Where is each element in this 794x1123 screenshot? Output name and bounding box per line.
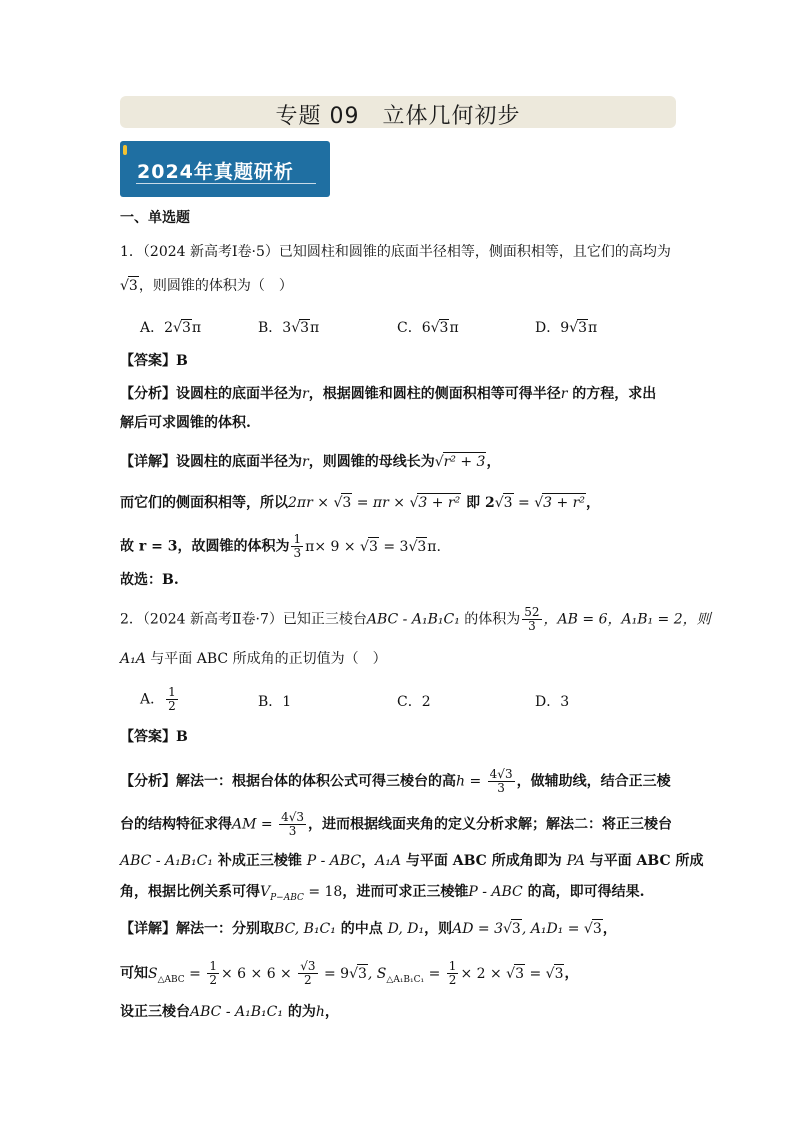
q2-analysis1-var: h = bbox=[456, 773, 486, 790]
q2-analysis1-text: 解法一：根据台体的体积公式可得三棱台的高 bbox=[176, 773, 456, 790]
q2-detail-line3 bbox=[120, 1003, 339, 1021]
q2-analysis3-line: A₁A bbox=[375, 853, 401, 869]
q2-analysis3-text-c: 与平面 ABC 所成 bbox=[584, 853, 704, 869]
q2-detail3-text-b: 的为 bbox=[282, 1004, 316, 1020]
q1-detail-text-a: 设圆柱的底面半径为 bbox=[176, 454, 302, 470]
q2-analysis1-frac bbox=[488, 768, 515, 795]
q1-analysis-text-a: 设圆柱的底面半径为 bbox=[176, 386, 302, 402]
q2-analysis2-text: 台的结构特征求得 bbox=[120, 816, 232, 833]
q2-analysis4-text-a: 角，根据比例关系可得 bbox=[120, 884, 260, 900]
q2-detail2-end: ， bbox=[564, 965, 579, 982]
q2-detail3-h: h bbox=[315, 1004, 325, 1020]
q1-detail3-eq: = 3 bbox=[378, 538, 409, 555]
q2-detail1-segments: BC, B₁C₁ bbox=[274, 921, 336, 937]
q2-detail2-den-a: 2 bbox=[209, 973, 217, 987]
q2-analysis4-v: V bbox=[260, 884, 271, 900]
q2-option-a-label: A． bbox=[140, 691, 165, 708]
year-badge bbox=[120, 141, 330, 197]
badge-accent-icon bbox=[123, 145, 127, 155]
q2-detail2-eq-b: = 9 bbox=[319, 965, 350, 982]
q1-detail2-eq: = bbox=[513, 495, 535, 511]
q1-detail2-end: ， bbox=[585, 495, 600, 511]
q2-analysis4-sub: P−ABC bbox=[270, 892, 304, 903]
page-title: 专题 09 立体几何初步 bbox=[275, 104, 521, 129]
q2-detail2-eq-a: = bbox=[184, 965, 206, 982]
q1-conclusion: 故选：B. bbox=[120, 572, 179, 588]
q2-stem-text: 2．（2024 新高考Ⅱ卷·7）已知正三棱台 bbox=[120, 611, 367, 628]
q2-detail1-sqrt-a: 3 bbox=[511, 921, 521, 937]
q2-analysis1-den: 3 bbox=[497, 781, 505, 795]
q1-option-d-rad: 3 bbox=[578, 320, 587, 336]
q1-detail2-sqrt-a: 3 bbox=[342, 495, 352, 511]
q2-analysis4-text-c: 的高，即可得结果. bbox=[522, 884, 645, 900]
badge-label: 2024年真题研析 bbox=[137, 161, 294, 183]
q1-detail2-sqrt-d: 3 + r² bbox=[543, 495, 585, 511]
q2-detail2-frac-a bbox=[207, 960, 219, 987]
q2-detail1-a1d1: , A₁D₁ = bbox=[521, 921, 584, 937]
q1-option-c-label: C．6 bbox=[397, 320, 431, 336]
q1-analysis-text-b: ，根据圆锥和圆柱的侧面积相等可得半径 bbox=[308, 386, 561, 402]
q2-stem-frac bbox=[522, 606, 541, 633]
q2-analysis-line2 bbox=[120, 811, 672, 838]
q1-option-b[interactable]: B．3√3π bbox=[258, 320, 320, 336]
q2-stem-question: 与平面 ABC 所成角的正切值为（ ） bbox=[145, 651, 387, 667]
q2-analysis1-num: 4√3 bbox=[489, 767, 513, 781]
section-heading: 一、单选题 bbox=[120, 210, 190, 226]
q2-detail2-eq-c: = bbox=[424, 965, 445, 982]
q1-detail-line3: 故 r = 3，故圆锥的体积为 $\frac{1}{3}$ π× 9 × √3 = 3√3π. bbox=[120, 532, 441, 560]
q2-detail2-sqrt-c: 3 bbox=[554, 965, 564, 982]
q2-analysis2-var: AM = bbox=[232, 816, 278, 833]
q2-detail-tag: 【详解】 bbox=[120, 921, 176, 937]
q1-stem-tail: ，则圆锥的体积为（ ） bbox=[138, 278, 293, 294]
q1-option-d-label: D．9 bbox=[535, 320, 570, 336]
q2-detail2-s2: , S bbox=[367, 965, 387, 982]
q1-detail-line2: 而它们的侧面积相等，所以2πr × √3 = πr × √3 + r² 即 2√3 = √3 + r²， bbox=[120, 495, 600, 511]
q1-detail2-text-b: 即 2 bbox=[461, 495, 495, 511]
q2-stem-line1 bbox=[120, 606, 711, 633]
q1-detail2-term-b: = πr × bbox=[352, 495, 410, 511]
q2-option-c[interactable]: C．2 bbox=[397, 694, 431, 710]
q2-analysis-line1 bbox=[120, 768, 671, 795]
q2-analysis3-pa: PA bbox=[566, 853, 585, 869]
q2-analysis2-den: 3 bbox=[288, 824, 297, 838]
q2-answer: 【答案】B bbox=[120, 729, 188, 745]
q1-detail2-sqrt-b: 3 + r² bbox=[418, 495, 461, 511]
q2-detail1-ad: AD = 3 bbox=[452, 921, 503, 937]
q2-detail-line1: 【详解】解法一：分别取BC, B₁C₁ 的中点 D, D₁，则AD = 3√3, A₁D₁ = √3， bbox=[120, 921, 617, 937]
q1-analysis-line1 bbox=[120, 385, 656, 403]
q2-detail2-frac-c bbox=[447, 960, 459, 987]
q1-detail-sqrt: r² + 3 bbox=[443, 454, 486, 470]
q2-analysis3-solid: ABC - A₁B₁C₁ bbox=[120, 853, 213, 869]
q1-analysis-tag: 【分析】 bbox=[120, 386, 176, 402]
q1-detail2-text: 而它们的侧面积相等，所以 bbox=[120, 495, 288, 511]
q2-stem-tail: ，AB = 6，A₁B₁ = 2，则 bbox=[543, 611, 711, 628]
q2-detail2-sqrt-b: 3 bbox=[515, 965, 524, 982]
q2-detail1-end: ， bbox=[602, 921, 617, 937]
q2-option-a-den: 2 bbox=[168, 699, 176, 713]
q1-stem-line2: √3，则圆锥的体积为（ ） bbox=[120, 278, 293, 294]
q2-detail3-solid: ABC - A₁B₁C₁ bbox=[190, 1004, 283, 1020]
q2-detail2-frac-b bbox=[298, 960, 317, 987]
q2-option-d[interactable]: D．3 bbox=[535, 694, 570, 710]
q2-detail2-den-b: 2 bbox=[304, 973, 312, 987]
q1-option-d-tail: π bbox=[587, 320, 598, 336]
q2-detail2-den-c: 2 bbox=[448, 973, 457, 987]
q2-stem-volume-label: 的体积为 bbox=[459, 611, 521, 628]
q1-detail3-sqrt-a: 3 bbox=[368, 538, 378, 555]
q2-option-b[interactable]: B．1 bbox=[258, 694, 292, 710]
q1-detail3-text: 故 r = 3，故圆锥的体积为 bbox=[120, 538, 290, 555]
q1-option-d[interactable]: D．9√3π bbox=[535, 320, 598, 336]
q2-detail2-text: 可知 bbox=[120, 965, 148, 982]
q2-option-a-num: 1 bbox=[168, 685, 176, 699]
q1-detail-text-c: ， bbox=[486, 454, 501, 470]
q2-detail1-sqrt-b: 3 bbox=[592, 921, 602, 937]
q2-analysis4-text-b: ，进而可求正三棱锥 bbox=[342, 884, 469, 900]
q1-analysis-var-a: r bbox=[302, 386, 309, 402]
q1-detail-line1: 【详解】设圆柱的底面半径为r，则圆锥的母线长为√r² + 3， bbox=[120, 454, 501, 470]
q1-detail-var: r bbox=[302, 454, 309, 470]
q2-analysis3-comma: ， bbox=[361, 853, 376, 869]
q2-stem-num: 52 bbox=[524, 605, 540, 619]
q1-detail-text-b: ，则圆锥的母线长为 bbox=[308, 454, 435, 470]
q2-detail1-text-b: 的中点 bbox=[335, 921, 388, 937]
q2-detail2-num-b: √3 bbox=[300, 959, 316, 973]
q2-option-a-frac bbox=[166, 686, 178, 713]
q2-detail2-sub-a: △ABC bbox=[157, 974, 185, 985]
q1-answer: 【答案】B bbox=[120, 353, 188, 369]
q2-stem-solid: ABC - A₁B₁C₁ bbox=[366, 611, 460, 628]
q1-option-a[interactable]: A．2√3π bbox=[140, 320, 202, 336]
q2-analysis-tag: 【分析】 bbox=[120, 773, 176, 790]
q2-detail-line2: 可知$S_{\triangle ABC}$ = $\frac{1}{2}$ × 6 × 6 × $\frac{√3}{2}$ = 9√3, $S_{\triangle A_1B_1C_1}$ = $\frac{1}{2}$ × 2 × √3 = √3， bbox=[120, 959, 579, 987]
q1-analysis-var-b: r bbox=[560, 386, 568, 402]
q2-analysis2-tail: ，进而根据线面夹角的定义分析求解；解法二：将正三棱台 bbox=[308, 816, 672, 833]
q1-option-b-label: B．3 bbox=[258, 320, 292, 336]
q2-analysis-line4 bbox=[120, 883, 645, 907]
q1-option-b-tail: π bbox=[310, 320, 320, 336]
q2-detail2-sqrt-a: 3 bbox=[357, 965, 367, 982]
q2-analysis3-text-b: 与平面 ABC 所成角即为 bbox=[400, 853, 567, 869]
q2-option-a[interactable] bbox=[140, 686, 180, 713]
q2-detail1-text-a: 解法一：分别取 bbox=[176, 921, 274, 937]
q1-option-c-tail: π bbox=[449, 320, 459, 336]
q1-option-c[interactable]: C．6√3π bbox=[397, 320, 459, 336]
q2-analysis4-value: = 18 bbox=[303, 884, 343, 900]
q2-stem-line2 bbox=[120, 650, 387, 668]
q2-detail2-eq-d: = bbox=[525, 965, 546, 982]
q2-analysis4-pyramid: P - ABC bbox=[468, 884, 523, 900]
q2-detail2-num-a: 1 bbox=[209, 959, 217, 973]
q2-analysis3-pyramid: P - ABC bbox=[306, 853, 362, 869]
q2-analysis2-frac bbox=[279, 811, 306, 838]
q1-detail3-frac bbox=[291, 533, 303, 560]
q2-detail1-points: D, D₁ bbox=[387, 921, 425, 937]
q2-analysis3-text-a: 补成正三棱锥 bbox=[212, 853, 307, 869]
q1-stem-line1: 1．（2024 新高考Ⅰ卷·5）已知圆柱和圆锥的底面半径相等，侧面积相等，且它们的高均为 bbox=[120, 244, 671, 260]
q1-option-c-rad: 3 bbox=[439, 320, 449, 336]
q1-detail3-end: π. bbox=[427, 538, 441, 555]
q1-detail2-term-a: 2πr × bbox=[288, 495, 334, 511]
q1-option-a-tail: π bbox=[191, 320, 202, 336]
q1-option-a-rad: 3 bbox=[181, 320, 191, 336]
q1-analysis-text-c: 的方程，求出 bbox=[567, 386, 657, 402]
q1-detail3-num: 1 bbox=[293, 532, 302, 546]
q2-detail3-end: ， bbox=[324, 1004, 339, 1020]
q1-option-a-label: A．2 bbox=[140, 320, 174, 336]
q2-detail2-sub-b: △A₁B₁C₁ bbox=[386, 974, 425, 985]
badge-underline bbox=[136, 183, 316, 184]
q1-option-b-rad: 3 bbox=[300, 320, 310, 336]
q2-detail1-text-c: ，则 bbox=[424, 921, 453, 937]
q2-stem-line: A₁A bbox=[120, 651, 146, 667]
q1-detail3-term: π× 9 × bbox=[305, 538, 361, 555]
q1-detail3-sqrt-b: 3 bbox=[417, 538, 427, 555]
q1-detail-tag: 【详解】 bbox=[120, 454, 176, 470]
q2-detail2-s: S bbox=[148, 965, 158, 982]
q2-analysis1-tail: ，做辅助线，结合正三棱 bbox=[516, 773, 671, 790]
q2-detail2-num-c: 1 bbox=[448, 959, 457, 973]
q1-sqrt: 3 bbox=[128, 278, 138, 294]
q1-detail2-sqrt-c: 3 bbox=[503, 495, 513, 511]
q1-analysis-line2: 解后可求圆锥的体积. bbox=[120, 415, 251, 431]
q2-detail2-mul-b: × 2 × bbox=[460, 965, 507, 982]
q1-detail3-den: 3 bbox=[293, 546, 302, 560]
title-bar bbox=[120, 96, 676, 128]
q2-detail2-mul: × 6 × 6 × bbox=[220, 965, 297, 982]
q2-stem-den: 3 bbox=[528, 619, 536, 633]
q2-detail3-text-a: 设正三棱台 bbox=[120, 1004, 190, 1020]
q2-analysis-line3 bbox=[120, 852, 704, 870]
q2-analysis2-num: 4√3 bbox=[281, 810, 304, 824]
